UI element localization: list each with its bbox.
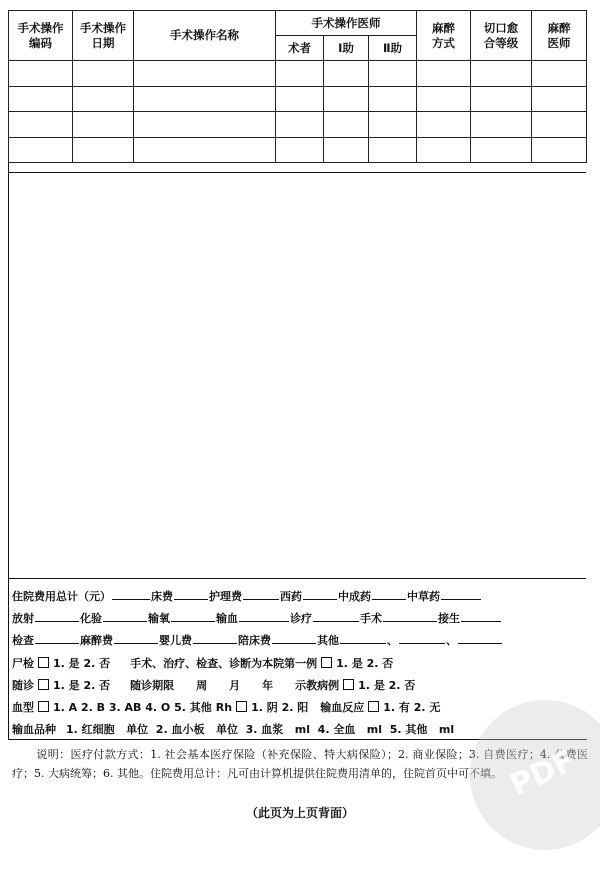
- followup-year: 年: [262, 679, 274, 692]
- separator: 、: [446, 634, 457, 647]
- rh-checkbox[interactable]: [236, 701, 247, 712]
- fee-delivery-field[interactable]: [461, 611, 501, 622]
- autopsy-line: [12, 655, 393, 671]
- header-code: 手术操作编码: [9, 11, 73, 61]
- blood-type-label: 血型: [12, 701, 34, 714]
- table-row: [9, 61, 587, 87]
- fee-nursing-field[interactable]: [243, 589, 279, 600]
- fee-infant-field[interactable]: [193, 633, 237, 644]
- teaching-case-checkbox[interactable]: [343, 679, 354, 690]
- fee-oxygen-field[interactable]: [171, 611, 215, 622]
- blood-product-options: 1. 红细胞 单位 2. 血小板 单位 3. 血浆 ml 4. 全血 ml 5. 其他 ml: [66, 723, 455, 736]
- fee-lab-field[interactable]: [103, 611, 147, 622]
- rh-label: Rh: [215, 701, 233, 714]
- fee-transfusion-label: 输血: [216, 612, 238, 625]
- header-assistant1: Ⅰ助: [324, 36, 369, 61]
- followup-month: 月: [229, 679, 241, 692]
- followup-label: 随诊: [12, 679, 34, 692]
- followup-line: [12, 677, 415, 693]
- fee-total-field[interactable]: [112, 589, 150, 600]
- table-row: [9, 112, 587, 138]
- fees-line-3: [12, 632, 503, 648]
- fee-other-field-3[interactable]: [458, 633, 502, 644]
- followup-options: 1. 是 2. 否: [53, 679, 111, 692]
- fee-bed-field[interactable]: [174, 589, 208, 600]
- transfusion-reaction-label: 输血反应: [320, 701, 365, 714]
- teaching-case-label: 示教病例: [295, 679, 340, 692]
- table-bottom-rule: [8, 172, 586, 173]
- watermark-text: PDF: [504, 743, 581, 804]
- header-anesthesia-method: 麻醉方式: [417, 11, 471, 61]
- blood-type-options: 1. A 2. B 3. AB 4. O 5. 其他: [53, 701, 212, 714]
- note-text: 说明：医疗付款方式：1. 社会基本医疗保险（补充保险、特大病保险）；2. 商业保险；3. 自费医疗；4. 公费医疗；5. 大病统筹；6. 其他。住院费用总计：凡可由计算机提供住院费用清单的，住院首页中可不填。: [12, 748, 588, 780]
- fee-anesthesia-field[interactable]: [114, 633, 158, 644]
- fee-companion-field[interactable]: [272, 633, 316, 644]
- autopsy-checkbox[interactable]: [38, 657, 49, 668]
- header-assistant2: Ⅱ助: [369, 36, 417, 61]
- fee-other-field-1[interactable]: [340, 633, 386, 644]
- fee-delivery-label: 接生: [438, 612, 460, 625]
- fee-lab-label: 化验: [80, 612, 102, 625]
- surgery-table: [8, 10, 587, 163]
- header-anesthesiologist: 麻醉医师: [532, 11, 587, 61]
- fees-line-2: [12, 610, 502, 626]
- header-incision-grade: 切口愈合等级: [471, 11, 532, 61]
- fee-surgery-field[interactable]: [383, 611, 437, 622]
- fee-oxygen-label: 输氧: [148, 612, 170, 625]
- fee-other-label: 其他: [317, 634, 339, 647]
- teaching-case-options: 1. 是 2. 否: [358, 679, 416, 692]
- autopsy-label: 尸检: [12, 657, 34, 670]
- fee-nursing-label: 护理费: [209, 590, 242, 603]
- fee-other-field-2[interactable]: [399, 633, 445, 644]
- followup-period-label: 随诊期限: [130, 679, 175, 692]
- header-surgeon-group: 手术操作医师: [276, 11, 417, 36]
- fee-bed-label: 床费: [151, 590, 173, 603]
- fee-patent-field[interactable]: [372, 589, 406, 600]
- table-row: [9, 137, 587, 163]
- fee-companion-label: 陪床费: [238, 634, 271, 647]
- fee-surgery-label: 手术: [360, 612, 382, 625]
- separator: 、: [387, 634, 398, 647]
- header-name: 手术操作名称: [134, 11, 276, 61]
- transfusion-reaction-options: 1. 有 2. 无: [383, 701, 441, 714]
- fee-western-field[interactable]: [303, 589, 337, 600]
- blood-product-line: [12, 721, 454, 737]
- page-footer: （此页为上页背面）: [245, 806, 354, 820]
- fee-infant-label: 婴儿费: [159, 634, 192, 647]
- fee-patent-label: 中成药: [338, 590, 371, 603]
- fee-radiation-field[interactable]: [35, 611, 79, 622]
- blood-type-checkbox[interactable]: [38, 701, 49, 712]
- first-case-options: 1. 是 2. 否: [336, 657, 394, 670]
- fee-total-label: 住院费用总计（元）: [12, 590, 111, 603]
- blood-product-label: 输血品种: [12, 723, 56, 736]
- fees-line-1: [12, 588, 482, 604]
- blood-type-line: [12, 699, 440, 715]
- fee-exam-field[interactable]: [35, 633, 79, 644]
- fee-diag-field[interactable]: [313, 611, 359, 622]
- fee-western-label: 西药: [280, 590, 302, 603]
- followup-checkbox[interactable]: [38, 679, 49, 690]
- fee-transfusion-field[interactable]: [239, 611, 289, 622]
- fee-radiation-label: 放射: [12, 612, 34, 625]
- fee-diag-label: 诊疗: [290, 612, 312, 625]
- first-case-label: 手术、治疗、检查、诊断为本院第一例: [130, 657, 318, 670]
- fees-top-rule: [8, 578, 586, 579]
- rh-options: 1. 阴 2. 阳: [251, 701, 309, 714]
- header-date: 手术操作日期: [73, 11, 134, 61]
- fee-herbal-field[interactable]: [441, 589, 481, 600]
- autopsy-options: 1. 是 2. 否: [53, 657, 111, 670]
- first-case-checkbox[interactable]: [321, 657, 332, 668]
- table-row: [9, 86, 587, 112]
- fee-anesthesia-label: 麻醉费: [80, 634, 113, 647]
- header-surgeon: 术者: [276, 36, 324, 61]
- fee-herbal-label: 中草药: [407, 590, 440, 603]
- followup-week: 周: [196, 679, 208, 692]
- transfusion-reaction-checkbox[interactable]: [368, 701, 379, 712]
- fee-exam-label: 检查: [12, 634, 34, 647]
